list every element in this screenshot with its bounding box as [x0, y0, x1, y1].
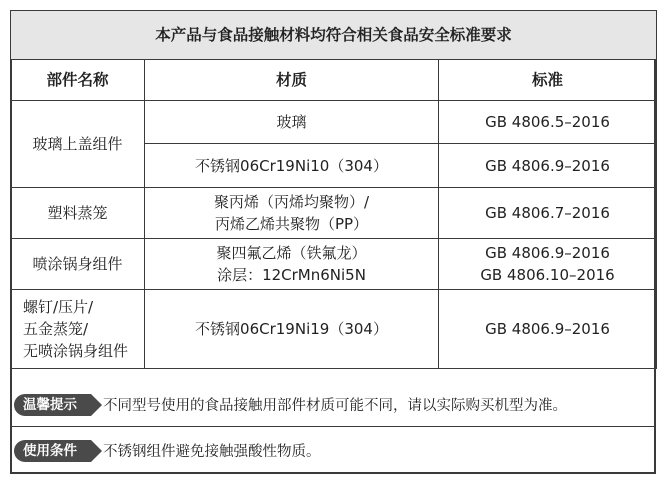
part-cell: 玻璃上盖组件 — [11, 101, 145, 188]
table-header-row — [11, 60, 657, 101]
materials-table — [10, 10, 657, 369]
usage-note — [10, 427, 656, 474]
standard-line: GB 4806.9–2016 — [485, 244, 610, 262]
usage-badge: 使用条件 — [14, 440, 91, 462]
material-line: 涂层：12CrMn6Ni5N — [217, 266, 366, 284]
standard-cell: GB 4806.9–2016 — [439, 144, 657, 188]
table-row — [11, 290, 657, 369]
part-cell — [11, 290, 145, 369]
table-title: 本产品与食品接触材料均符合相关食品安全标准要求 — [11, 11, 657, 60]
tip-note — [10, 383, 656, 427]
standard-cell: GB 4806.7–2016 — [439, 188, 657, 239]
part-line: 螺钉/压片/ — [23, 298, 94, 316]
table-row — [11, 188, 657, 239]
header-part: 部件名称 — [11, 60, 145, 101]
material-cell: 不锈钢06Cr19Ni19（304） — [145, 290, 439, 369]
part-line: 五金蒸笼/ — [23, 320, 89, 338]
usage-text: 不锈钢组件避免接触强酸性物质。 — [103, 444, 321, 460]
part-cell: 塑料蒸笼 — [11, 188, 145, 239]
material-cell — [145, 188, 439, 239]
material-line: 聚四氟乙烯（铁氟龙） — [216, 244, 367, 262]
tip-text: 不同型号使用的食品接触用部件材质可能不同，请以实际购买机型为准。 — [103, 398, 567, 414]
part-cell: 喷涂锅身组件 — [11, 239, 145, 290]
header-standard: 标准 — [439, 60, 657, 101]
material-line: 聚丙烯（丙烯均聚物）/ — [213, 193, 370, 211]
standard-cell: GB 4806.5–2016 — [439, 101, 657, 144]
tip-badge: 温馨提示 — [14, 394, 91, 416]
table-row — [11, 101, 657, 144]
standard-cell — [439, 239, 657, 290]
material-line: 丙烯乙烯共聚物（PP） — [214, 215, 369, 233]
material-cell — [145, 239, 439, 290]
standard-cell: GB 4806.9–2016 — [439, 290, 657, 369]
standard-line: GB 4806.10–2016 — [480, 266, 615, 284]
table-row — [11, 239, 657, 290]
material-cell: 玻璃 — [145, 101, 439, 144]
material-cell: 不锈钢06Cr19Ni10（304） — [145, 144, 439, 188]
part-line: 无喷涂锅身组件 — [23, 342, 129, 360]
table-title-row — [11, 11, 657, 60]
header-material: 材质 — [145, 60, 439, 101]
